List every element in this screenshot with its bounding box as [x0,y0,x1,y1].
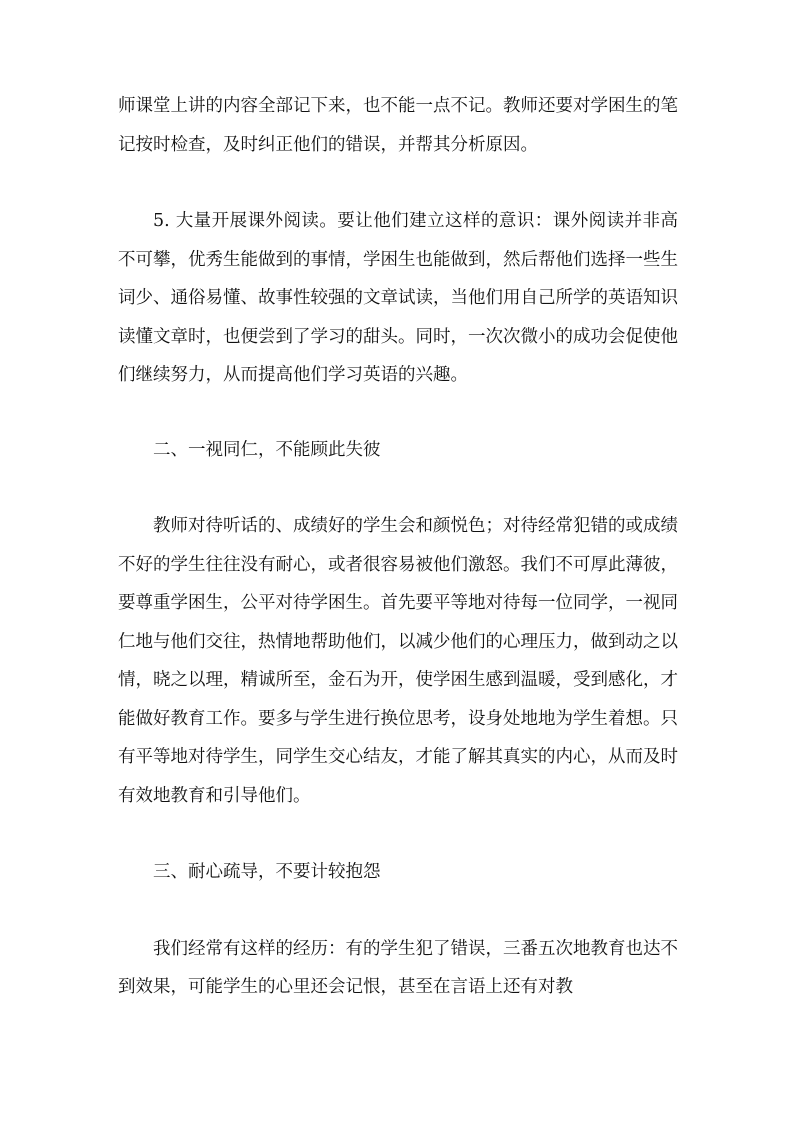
paragraph-continued: 师课堂上讲的内容全部记下来，也不能一点不记。教师还要对学困生的笔记按时检查，及时纠正他们的错误，并帮其分析原因。 [118,96,678,155]
paragraph-patient-guidance: 我们经常有这样的经历：有的学生犯了错误，三番五次地教育也达不到效果，可能学生的心里还会记恨，甚至在言语上还有对教 [118,938,678,997]
document-page [118,87,678,1007]
paragraph-spacer [118,164,678,202]
paragraph-extracurricular-reading: 5. 大量开展课外阅读。要让他们建立这样的意识：课外阅读并非高不可攀，优秀生能做到的事情，学困生也能做到，然后帮他们选择一些生词少、通俗易懂、故事性较强的文章试读，当他们用自己所学的英语知识读懂文章时，也便尝到了学习的甜头。同时，一次次微小的成功会促使他们继续努力，从而提高他们学习英语的兴趣。 [118,211,678,385]
section-heading-3: 三、耐心疏导，不要计较抱怨 [153,862,381,882]
paragraph-equal-treatment: 教师对待听话的、成绩好的学生会和颜悦色；对待经常犯错的或成绩不好的学生往往没有耐心，或者很容易被他们激怒。我们不可厚此薄彼，要尊重学困生，公平对待学困生。首先要平等地对待每一位同学，一视同仁地与他们交往，热情地帮助他们，以减少他们的心理压力，做到动之以情，晓之以理，精诚所至，金石为开，使学困生感到温暖，受到感化，才能做好教育工作。要多与学生进行换位思考，设身处地地为学生着想。只有平等地对待学生，同学生交心结友，才能了解其真实的内心，从而及时有效地教育和引导他们。 [118,516,678,806]
section-heading-2: 二、一视同仁，不能顾此失彼 [153,439,381,460]
paragraph-spacer [118,892,678,930]
paragraph-spacer [118,815,678,853]
paragraph-spacer [118,395,678,431]
paragraph-spacer [118,469,678,507]
